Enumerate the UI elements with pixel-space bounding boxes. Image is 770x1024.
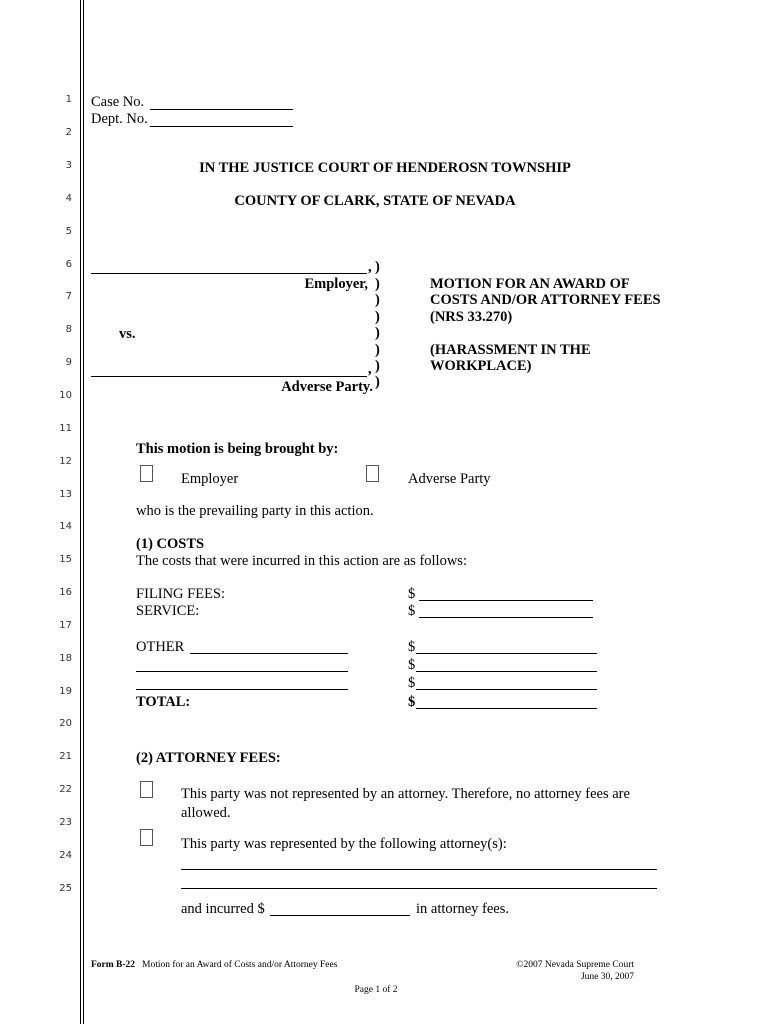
line-number: 3	[65, 160, 72, 171]
line-number: 20	[59, 718, 72, 729]
dept-no-label: Dept. No.	[91, 111, 148, 127]
case-no-label: Case No.	[91, 94, 145, 110]
service-amount-field[interactable]	[419, 617, 593, 618]
court-title: IN THE JUSTICE COURT OF HENDEROSN TOWNSHIP	[199, 160, 571, 176]
employer-name-field[interactable]	[91, 273, 367, 274]
line-number: 15	[59, 554, 72, 565]
line-number: 16	[59, 587, 72, 598]
motion-subtitle-line-2: WORKPLACE)	[430, 358, 532, 374]
comma: ,	[368, 259, 372, 275]
paren: )	[375, 325, 380, 341]
comma: ,	[368, 361, 372, 377]
incurred-prefix: and incurred $	[181, 901, 265, 917]
motion-title-line-2: COSTS AND/OR ATTORNEY FEES	[430, 292, 661, 308]
other-amount-field-1[interactable]	[416, 653, 597, 654]
paren: )	[375, 374, 380, 390]
line-number: 8	[65, 324, 72, 335]
paren: )	[375, 292, 380, 308]
dept-no-field[interactable]	[150, 126, 293, 127]
motion-title-line-1: MOTION FOR AN AWARD OF	[430, 276, 630, 292]
court-county: COUNTY OF CLARK, STATE OF NEVADA	[234, 193, 516, 209]
form-id: Form B-22	[91, 960, 136, 970]
motion-subtitle-line-1: (HARASSMENT IN THE	[430, 342, 591, 358]
dollar-sign: $	[408, 639, 416, 655]
line-number: 23	[59, 817, 72, 828]
line-number: 2	[65, 127, 72, 138]
prevailing-party-text: who is the prevailing party in this action.	[136, 503, 374, 519]
line-number: 4	[65, 193, 72, 204]
dollar-sign: $	[408, 603, 416, 619]
line-number: 5	[65, 226, 72, 237]
adverse-party-option-label: Adverse Party	[408, 471, 491, 487]
represented-text: This party was represented by the following attorney(s):	[181, 836, 507, 852]
copyright: ©2007 Nevada Supreme Court	[516, 960, 634, 970]
employer-option-label: Employer	[181, 471, 239, 487]
costs-heading: (1) COSTS	[136, 536, 205, 552]
line-number: 14	[59, 521, 72, 532]
attorney-name-field-1[interactable]	[181, 869, 657, 870]
paren: )	[375, 358, 380, 374]
total-label: TOTAL:	[136, 694, 191, 710]
paren: )	[375, 259, 380, 275]
form-title: Motion for an Award of Costs and/or Attorney Fees	[142, 960, 338, 970]
form-date: June 30, 2007	[580, 972, 634, 982]
line-number: 22	[59, 784, 72, 795]
line-number: 6	[65, 259, 72, 270]
dollar-sign: $	[408, 675, 416, 691]
other-amount-field-3[interactable]	[416, 689, 597, 690]
service-label: SERVICE:	[136, 603, 200, 619]
total-amount-field[interactable]	[416, 708, 597, 709]
not-represented-text: This party was not represented by an attorney. Therefore, no attorney fees are	[181, 786, 630, 802]
line-number: 12	[59, 456, 72, 467]
line-number: 21	[59, 751, 72, 762]
line-number: 18	[59, 653, 72, 664]
other-description-field-1[interactable]	[190, 653, 348, 654]
line-number: 19	[59, 686, 72, 697]
other-label: OTHER	[136, 639, 185, 655]
case-no-field[interactable]	[150, 109, 293, 110]
line-number: 11	[59, 423, 72, 434]
paren: )	[375, 342, 380, 358]
adverse-party-label: Adverse Party.	[281, 379, 373, 395]
line-number: 25	[59, 883, 72, 894]
represented-checkbox[interactable]	[140, 829, 153, 846]
costs-intro: The costs that were incurred in this action are as follows:	[136, 553, 467, 569]
employer-label: Employer,	[304, 276, 368, 292]
margin-line-right	[83, 0, 84, 1024]
not-represented-checkbox[interactable]	[140, 781, 153, 798]
attorney-name-field-2[interactable]	[181, 888, 657, 889]
other-amount-field-2[interactable]	[416, 671, 597, 672]
line-number: 10	[59, 390, 72, 401]
vs-label: vs.	[119, 326, 136, 342]
attorney-fees-amount-field[interactable]	[270, 915, 410, 916]
adverse-party-checkbox[interactable]	[366, 465, 379, 482]
line-number: 13	[59, 489, 72, 500]
other-description-field-2[interactable]	[136, 671, 348, 672]
brought-by-heading: This motion is being brought by:	[136, 441, 339, 457]
not-represented-text-continued: allowed.	[181, 805, 231, 821]
dollar-sign: $	[408, 586, 416, 602]
paren: )	[375, 309, 380, 325]
attorney-fees-heading: (2) ATTORNEY FEES:	[136, 750, 281, 766]
incurred-suffix: in attorney fees.	[416, 901, 510, 917]
line-number: 7	[65, 291, 72, 302]
filing-fees-label: FILING FEES:	[136, 586, 226, 602]
adverse-party-name-field[interactable]	[91, 376, 367, 377]
dollar-sign: $	[408, 657, 416, 673]
motion-title-line-3: (NRS 33.270)	[430, 309, 513, 325]
margin-line-left	[80, 0, 81, 1024]
line-number: 1	[65, 94, 72, 105]
line-number: 9	[65, 357, 72, 368]
other-description-field-3[interactable]	[136, 689, 348, 690]
line-number: 24	[59, 850, 72, 861]
dollar-sign: $	[408, 694, 416, 710]
filing-fees-amount-field[interactable]	[419, 600, 593, 601]
employer-checkbox[interactable]	[140, 465, 153, 482]
page-number: Page 1 of 2	[354, 985, 398, 995]
paren: )	[375, 276, 380, 292]
line-number: 17	[59, 620, 72, 631]
